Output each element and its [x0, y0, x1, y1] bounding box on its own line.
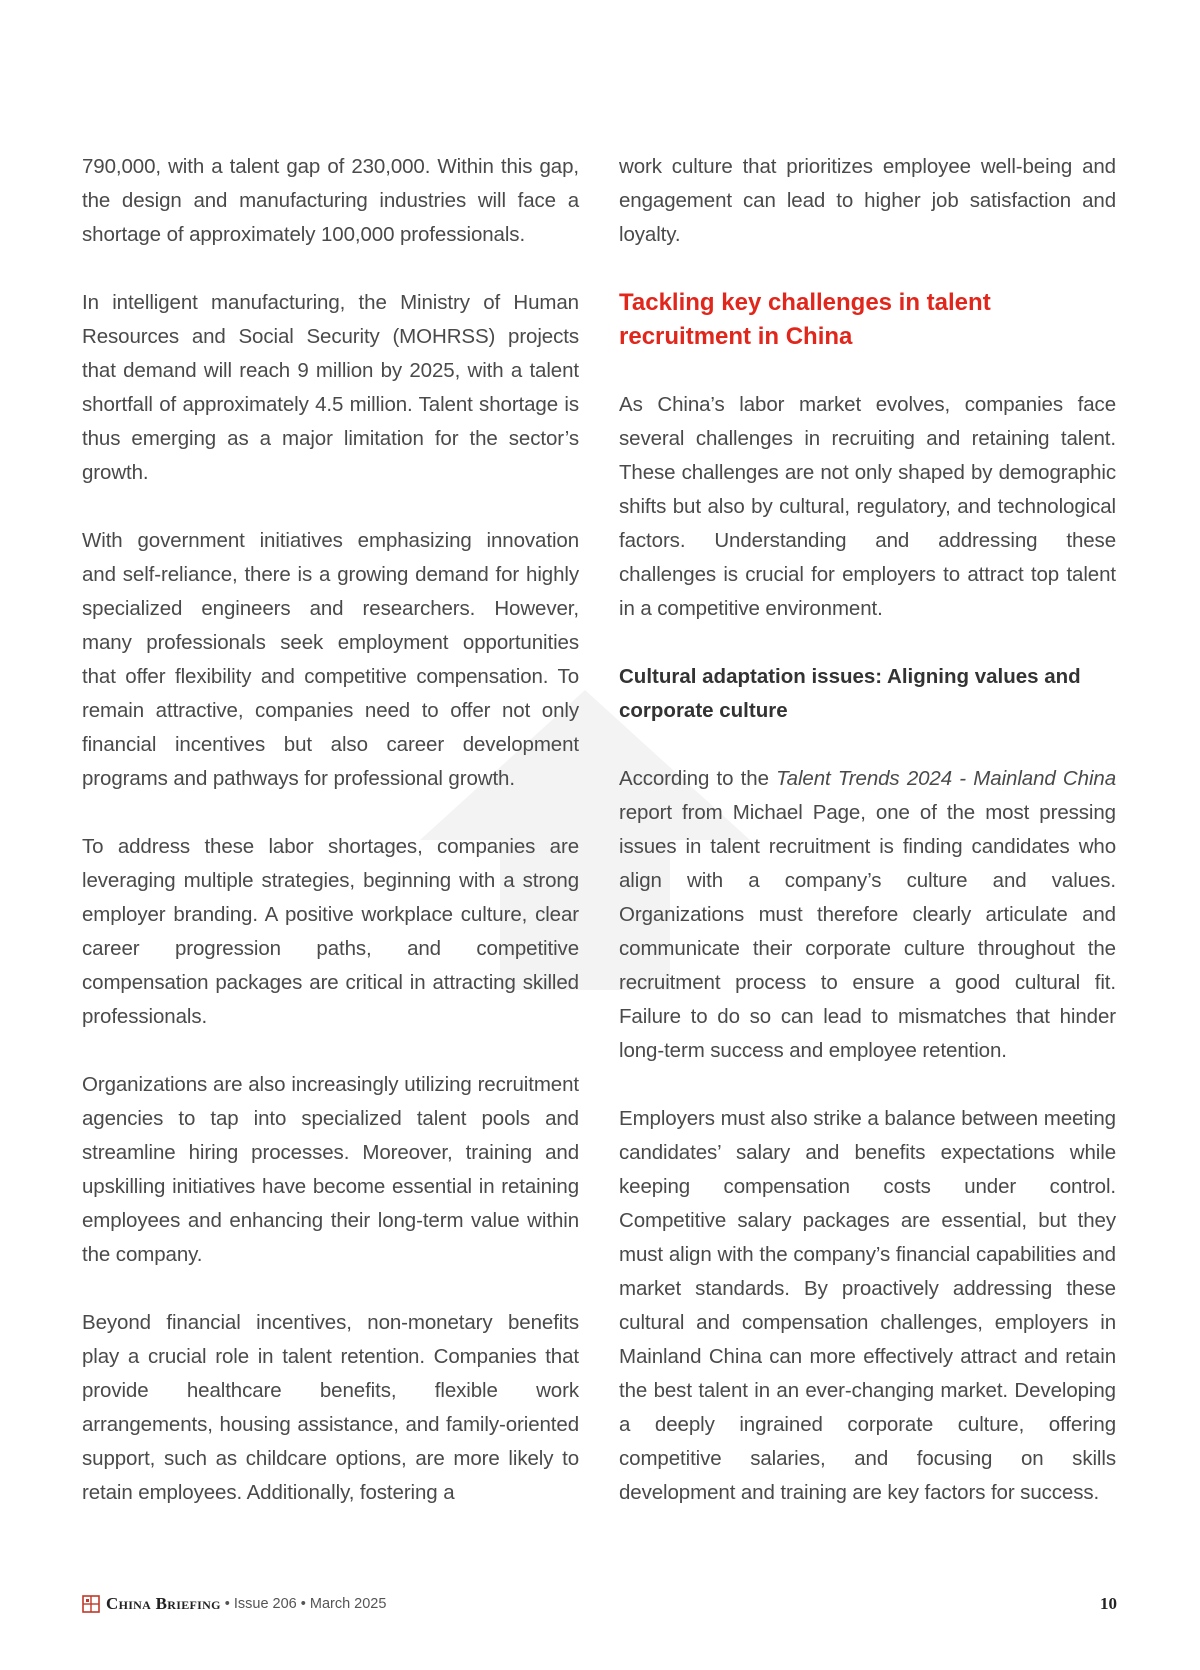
- paragraph-work-culture: work culture that prioritizes employee well-being and engagement can lead to higher job satisfaction and loyalty.: [619, 155, 1116, 246]
- right-column: [619, 150, 1116, 1544]
- paragraph-talent-gap: 790,000, with a talent gap of 230,000. Within this gap, the design and manufacturing industries will face a shortage of approximately 100,000 professionals.: [82, 155, 579, 246]
- left-column: [82, 150, 579, 1544]
- section-heading: Tackling key challenges in talent recruitment in China: [619, 289, 991, 350]
- paragraph-compensation-balance: Employers must also strike a balance between meeting candidates’ salary and benefits expectations while keeping compensation costs under control. Competitive salary packages are essential, but they must align with the company’s financial capabilities and market standards. By proactively addressing these cultural and compensation challenges, employers in Mainland China can more effectively attract and retain the best talent in an ever-changing market. Developing a deeply ingrained corporate culture, offering competitive salaries, and focusing on skills development and training are key factors for success.: [619, 1107, 1116, 1504]
- brand-name: China Briefing: [106, 1594, 221, 1613]
- page-footer: [82, 1590, 1117, 1618]
- page-number: 10: [1100, 1594, 1117, 1613]
- culture-suffix: report from Michael Page, one of the most pressing issues in talent recruitment is finding candidates who align with a company’s culture and values. Organizations must therefore clearly articulate and communicate their corporate culture throughout the recruitment process to ensure a good cultural fit. Failure to do so can lead to mismatches that hinder long-term success and employee retention.: [619, 801, 1116, 1062]
- paragraph-challenges-intro: As China’s labor market evolves, companies face several challenges in recruiting and retaining talent. These challenges are not only shaped by demographic shifts but also by cultural, regulatory, and technological factors. Understanding and addressing these challenges is crucial for employers to attract top talent in a competitive environment.: [619, 393, 1116, 620]
- culture-prefix: According to the: [619, 767, 777, 790]
- paragraph-intelligent-manufacturing: In intelligent manufacturing, the Ministry of Human Resources and Social Security (MOHRSS) projects that demand will reach 9 million by 2025, with a talent shortfall of approximately 4.5 million. Talent shortage is thus emerging as a major limitation for the sector’s growth.: [82, 291, 579, 484]
- subsection-heading: Cultural adaptation issues: Aligning values and corporate culture: [619, 665, 1081, 722]
- paragraph-recruitment-agencies: Organizations are also increasingly utilizing recruitment agencies to tap into specialized talent pools and streamline hiring processes. Moreover, training and upskilling initiatives have become essential in retaining employees and enhancing their long-term value within the company.: [82, 1073, 579, 1266]
- paragraph-non-monetary-benefits: Beyond financial incentives, non-monetary benefits play a crucial role in talent retention. Companies that provide healthcare benefits, flexible work arrangements, housing assistance, and family-oriented support, such as childcare options, are more likely to retain employees. Additionally, fostering a: [82, 1311, 579, 1504]
- china-briefing-logo-icon: [82, 1595, 100, 1613]
- paragraph-labor-shortages: To address these labor shortages, companies are leveraging multiple strategies, beginning with a strong employer branding. A positive workplace culture, clear career progression paths, and competitive compensation packages are critical in attracting skilled professionals.: [82, 835, 579, 1028]
- issue-info: • Issue 206 • March 2025: [224, 1596, 387, 1612]
- paragraph-government-initiatives: With government initiatives emphasizing innovation and self-reliance, there is a growing demand for highly specialized engineers and researchers. However, many professionals seek employment opportunities that offer flexibility and competitive compensation. To remain attractive, companies need to offer not only financial incentives but also career development programs and pathways for professional growth.: [82, 529, 579, 790]
- paragraph-cultural-fit: [619, 762, 1116, 1068]
- publication-title: Talent Trends 2024 - Mainland China: [776, 767, 1116, 790]
